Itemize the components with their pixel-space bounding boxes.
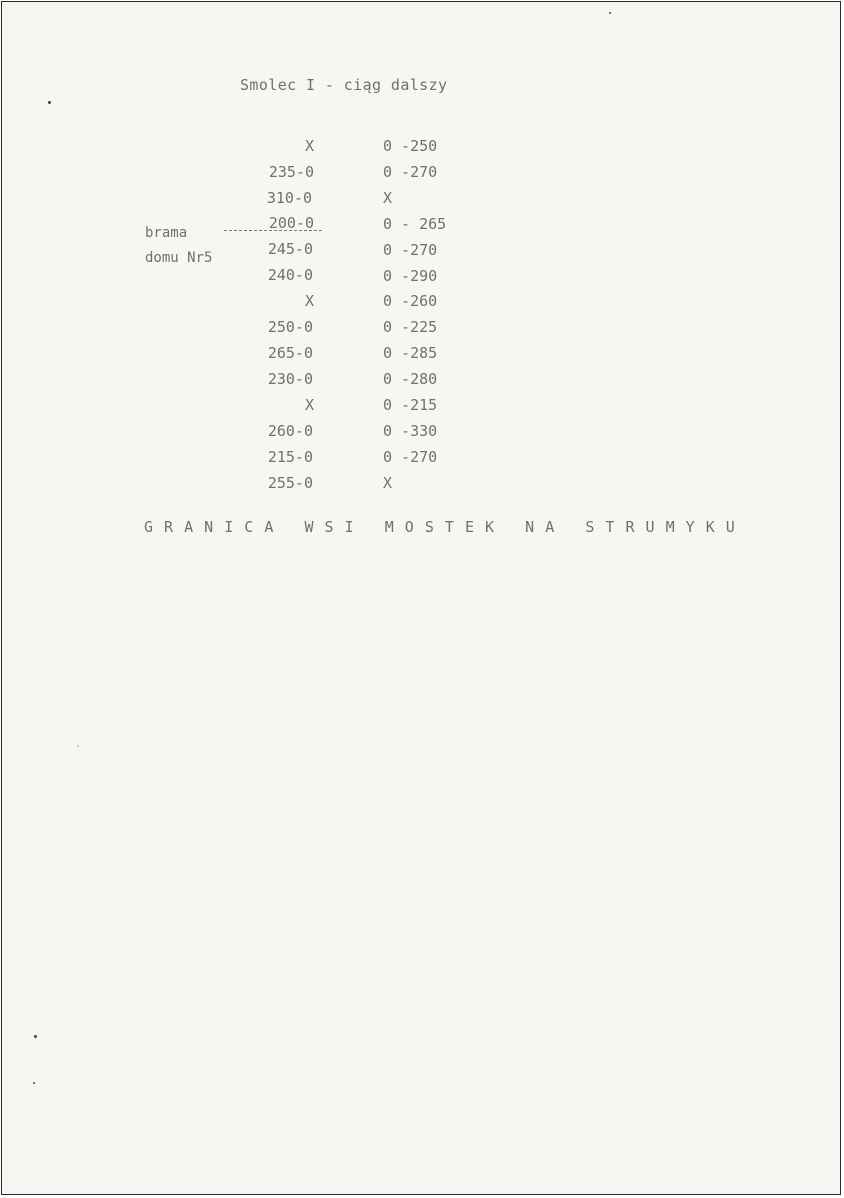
row-left-value: 255-0 bbox=[267, 474, 313, 492]
row-left-value: 310-0 bbox=[266, 189, 312, 207]
row-right-value: 0 -270 bbox=[383, 163, 438, 181]
row-right-value: 0 -290 bbox=[383, 267, 438, 285]
footer-text: G R A N I C A W S I M O S T E K N A S T R U M Y K U bbox=[144, 518, 736, 536]
row-left-value: 260-0 bbox=[267, 422, 313, 440]
row-left-value: 215-0 bbox=[267, 448, 313, 466]
row-right-value: 0 -285 bbox=[383, 344, 438, 362]
row-right-value: 0 -260 bbox=[383, 292, 438, 310]
row-right-value: 0 -270 bbox=[383, 448, 438, 466]
paper-speck bbox=[33, 1082, 35, 1084]
row-right-value: 0 -250 bbox=[383, 137, 438, 155]
row-right-value: 0 - 265 bbox=[383, 215, 447, 233]
row-left-value: 245-0 bbox=[267, 240, 313, 258]
side-label-brama: brama bbox=[145, 225, 188, 241]
row-right-value: X bbox=[383, 189, 393, 207]
row-left-value: X bbox=[304, 292, 314, 310]
paper-speck bbox=[48, 101, 51, 104]
document-title: Smolec I - ciąg dalszy bbox=[240, 76, 448, 94]
paper-speck bbox=[34, 1035, 37, 1038]
paper-speck bbox=[609, 12, 611, 14]
row-left-value: 265-0 bbox=[267, 344, 313, 362]
row-left-value: X bbox=[304, 396, 314, 414]
row-right-value: 0 -280 bbox=[383, 370, 438, 388]
row-right-value: X bbox=[383, 474, 393, 492]
row-right-value: 0 -215 bbox=[383, 396, 438, 414]
row-right-value: 0 -270 bbox=[383, 241, 438, 259]
row-left-value: 250-0 bbox=[267, 318, 313, 336]
side-label-domu: domu Nr5 bbox=[145, 250, 213, 266]
row-left-value: X bbox=[304, 137, 314, 155]
row-left-value: 235-0 bbox=[268, 163, 314, 181]
paper-speck bbox=[77, 745, 79, 747]
row-left-value: 240-0 bbox=[267, 266, 313, 284]
row-left-value: 200-0 bbox=[268, 214, 314, 232]
document-page bbox=[1, 1, 841, 1195]
row-left-value: 230-0 bbox=[267, 370, 313, 388]
row-right-value: 0 -330 bbox=[383, 422, 438, 440]
row-right-value: 0 -225 bbox=[383, 318, 438, 336]
